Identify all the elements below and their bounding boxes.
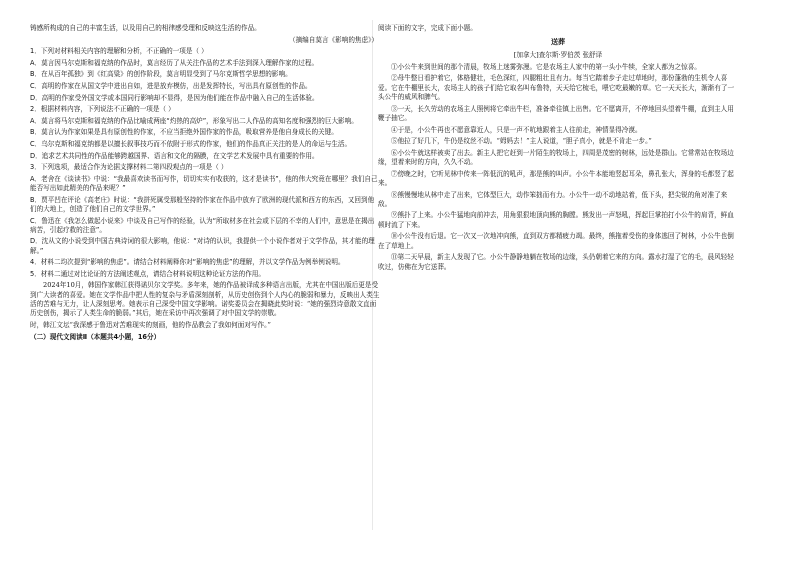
option-c: C．乌尔克斯和福克纳都是以擅长叙事技巧而不依附于形式的作家，他们的作品真正关注的是人的命运与生活。	[30, 139, 352, 148]
story-paragraph: ⑥小公牛就这样被卖了出去。新主人把它赶到一片陌生的牧场上，四周是茂密的树林，远处是群山。它常常站在牧场边缘，望着来时的方向，久久不动。	[378, 148, 734, 167]
option-a: A．莫言因马尔克斯和福克纳的作品时，莫言经历了从关注作品的艺术手法到深入理解作家的过程。	[30, 58, 319, 67]
section-heading: （二）现代文阅读Ⅱ（本题共4小题，16分）	[30, 332, 161, 341]
option-a: A．莫言将马尔克斯和福克纳的作品比喻成两座“灼热的高炉”，形象写出二人作品的高知名度和强烈的巨大影响。	[30, 116, 358, 125]
question-stem: 2．根据材料内容，下列说法不正确的一项是（ ）	[30, 105, 175, 114]
passage-paragraph: 2024年10月，韩国作家韩江获得诺贝尔文学奖。多年来，她的作品被译成多种语言出版，尤其在中国出版后更是受到广大读者的喜爱。她在文学作品中把人性的复杂与矛盾深刻剖析，从历史创伤到个人内心的脆弱和暴力，反映出人类生活的苦难与无力，让人深刻思考。她表示自己深受中国文学影响。诺奖委员会在揭晓此奖时说：“她的强烈诗意散文直面历史创伤，揭示了人类生命的脆弱。”其后，她在采访中再次强调了对中国文学的崇敬。	[30, 281, 380, 318]
reading-instruction: 阅读下面的文字，完成下面小题。	[378, 24, 477, 32]
source-citation: （摘编自莫言《影响的焦虑》）	[288, 35, 378, 44]
left-column	[30, 24, 380, 344]
story-paragraph: ③一天，长久劳动的农场主人照例将它牵出牛栏，准备牵往镇上出售。它不愿离开，不停地回头望着牛棚，直到主人用鞭子抽它。	[378, 104, 734, 122]
story-paragraph: ⑦傍晚之时，它听见林中传来一阵低沉的吼声，那是熊的叫声。小公牛本能地竖起耳朵，鼻孔张大，浑身的毛都竖了起来。	[378, 169, 734, 187]
option-c: C．高明的作家在从国文学中进出自如，进是放弃模仿，出是发挥特长，写出具有原创性的作品。	[30, 81, 312, 90]
story-author: [加拿大]查尔斯·罗伯茨 张舒译	[513, 50, 603, 59]
option-c: C．鲁迅在《我怎么做起小说来》中谈及自己写作的经验，认为“所取材多在社会或下层的不幸的人们中，意思是在揭出病苦，引起疗救的注意”。	[30, 216, 375, 234]
story-paragraph: ④于是，小公牛再也不愿意靠近人，只是一声不吭地跟着主人往前走，神情显得冷漠。	[391, 125, 642, 134]
story-title: 送葬	[551, 37, 565, 47]
question-stem: 1．下列对材料相关内容的理解和分析，不正确的一项是（ ）	[30, 47, 208, 56]
question-5: 5．材料二通过对比论证的方法阐述观点，请结合材料说明这种论证方法的作用。	[30, 269, 265, 278]
option-a: A．老舍在《谈读书》中说：“我最喜欢读书而写作，切切实实有收获的，这才是读书”，他的伟大究竟在哪里？我们自己能否写出如此精美的作品来呢？”	[30, 174, 378, 193]
story-paragraph: ⑨熊扑了上来。小公牛猛地向前冲去，用角狠狠地顶向熊的胸膛。熊发出一声怒吼，挥起巨掌拍打小公牛的肩背，鲜血顿时流了下来。	[378, 211, 734, 229]
story-paragraph: ⑪第二天早晨，新主人发现了它。小公牛静静地躺在牧场的边缘，头仍朝着它来的方向。露水打湿了它的毛，晨风轻轻吹过，仿佛在为它送葬。	[378, 253, 734, 271]
question-1	[30, 47, 380, 103]
question-stem: 3．下列选项，最适合作为论据支撑材料二第四段观点的一项是（ ）	[30, 163, 228, 172]
passage-paragraph-tail: 时，韩江文坛“我深感于鲁迅对苦难现实的刻画，他的作品教会了我如何面对写作。”	[30, 320, 271, 329]
story-paragraph: ⑤他拉了好几下，牛仍是纹丝不动。“姆妈去！”主人说道，“胆子真小，就是不肯走一步。”	[391, 137, 652, 146]
question-4: 4．材料二均次提到“影响的焦虑”。请结合材料阐释你对“影响的焦虑”的理解，并以文学作品为例举例说明。	[30, 258, 345, 267]
option-b: B．贾平凹在评论《高老庄》时说：“我拼死属受那般坚持的作家在作品中放弃了欧洲的现代派和西方的东西，又回到他们的大地上，创造了他们自己的文学世界。”	[30, 195, 375, 213]
option-d: D．沈从文的小说受到中国古典诗词的很大影响，他说：“对诗的认识，我提供一个小说作者对于文学作品，其才能的理解。”	[30, 237, 375, 255]
option-d: D．高明的作家受外国文学或本国同行影响却不显得，是因为他们能在作品中融入自己的生活体验。	[30, 93, 319, 102]
question-2	[30, 105, 380, 161]
right-column	[378, 24, 738, 274]
story-paragraph: ⑧熊慢慢地从林中走了出来，它体型巨大，动作笨拙而有力。小公牛一动不动地站着，低下头，把尖锐的角对准了来敌。	[378, 190, 728, 208]
story-paragraph: ②母牛整日看护着它，体格健壮，毛色深红，四腿粗壮且有力。每当它踏着步子走过草地时，那份蓬勃的生机令人喜爱。它在牛棚里长大，农场主人的孩子们给它取名叫布鲁特，天天给它梳毛，喂它吃最嫩的草。它一天天长大，渐渐有了一头公牛的威风和脾气。	[378, 74, 735, 102]
option-b: B．莫言认为作家如果是具有原创性的作家，不应当拒绝外国作家的作品，吸取营养是他自身成长的关键。	[30, 128, 338, 137]
story-paragraph: ⑩小公牛没有后退。它一次又一次地冲向熊，直到双方都精疲力竭。最终，熊拖着受伤的身体逃回了树林，小公牛也倒在了草地上。	[378, 232, 734, 250]
option-b: B．在从百年孤独》到《红高粱》的创作阶段，莫言明显受到了马尔克斯哲学思想的影响。	[30, 70, 292, 79]
intro-tail: 铸感所构成的自己的丰富生活，以及用自己的相律感受理和反映这生活的作品。	[30, 24, 261, 32]
story-paragraph: ①小公牛来到世间的那个清晨，牧场上迷雾弥漫。它是农场主人家中的第一头小牛犊，全家人都为之惊喜。	[391, 62, 701, 71]
question-3	[30, 163, 380, 256]
option-d: D．追求艺术共同性的作品能够跨越国界、语言和文化的隔膜，在文学艺术发展中具有重要的作用。	[30, 151, 319, 160]
